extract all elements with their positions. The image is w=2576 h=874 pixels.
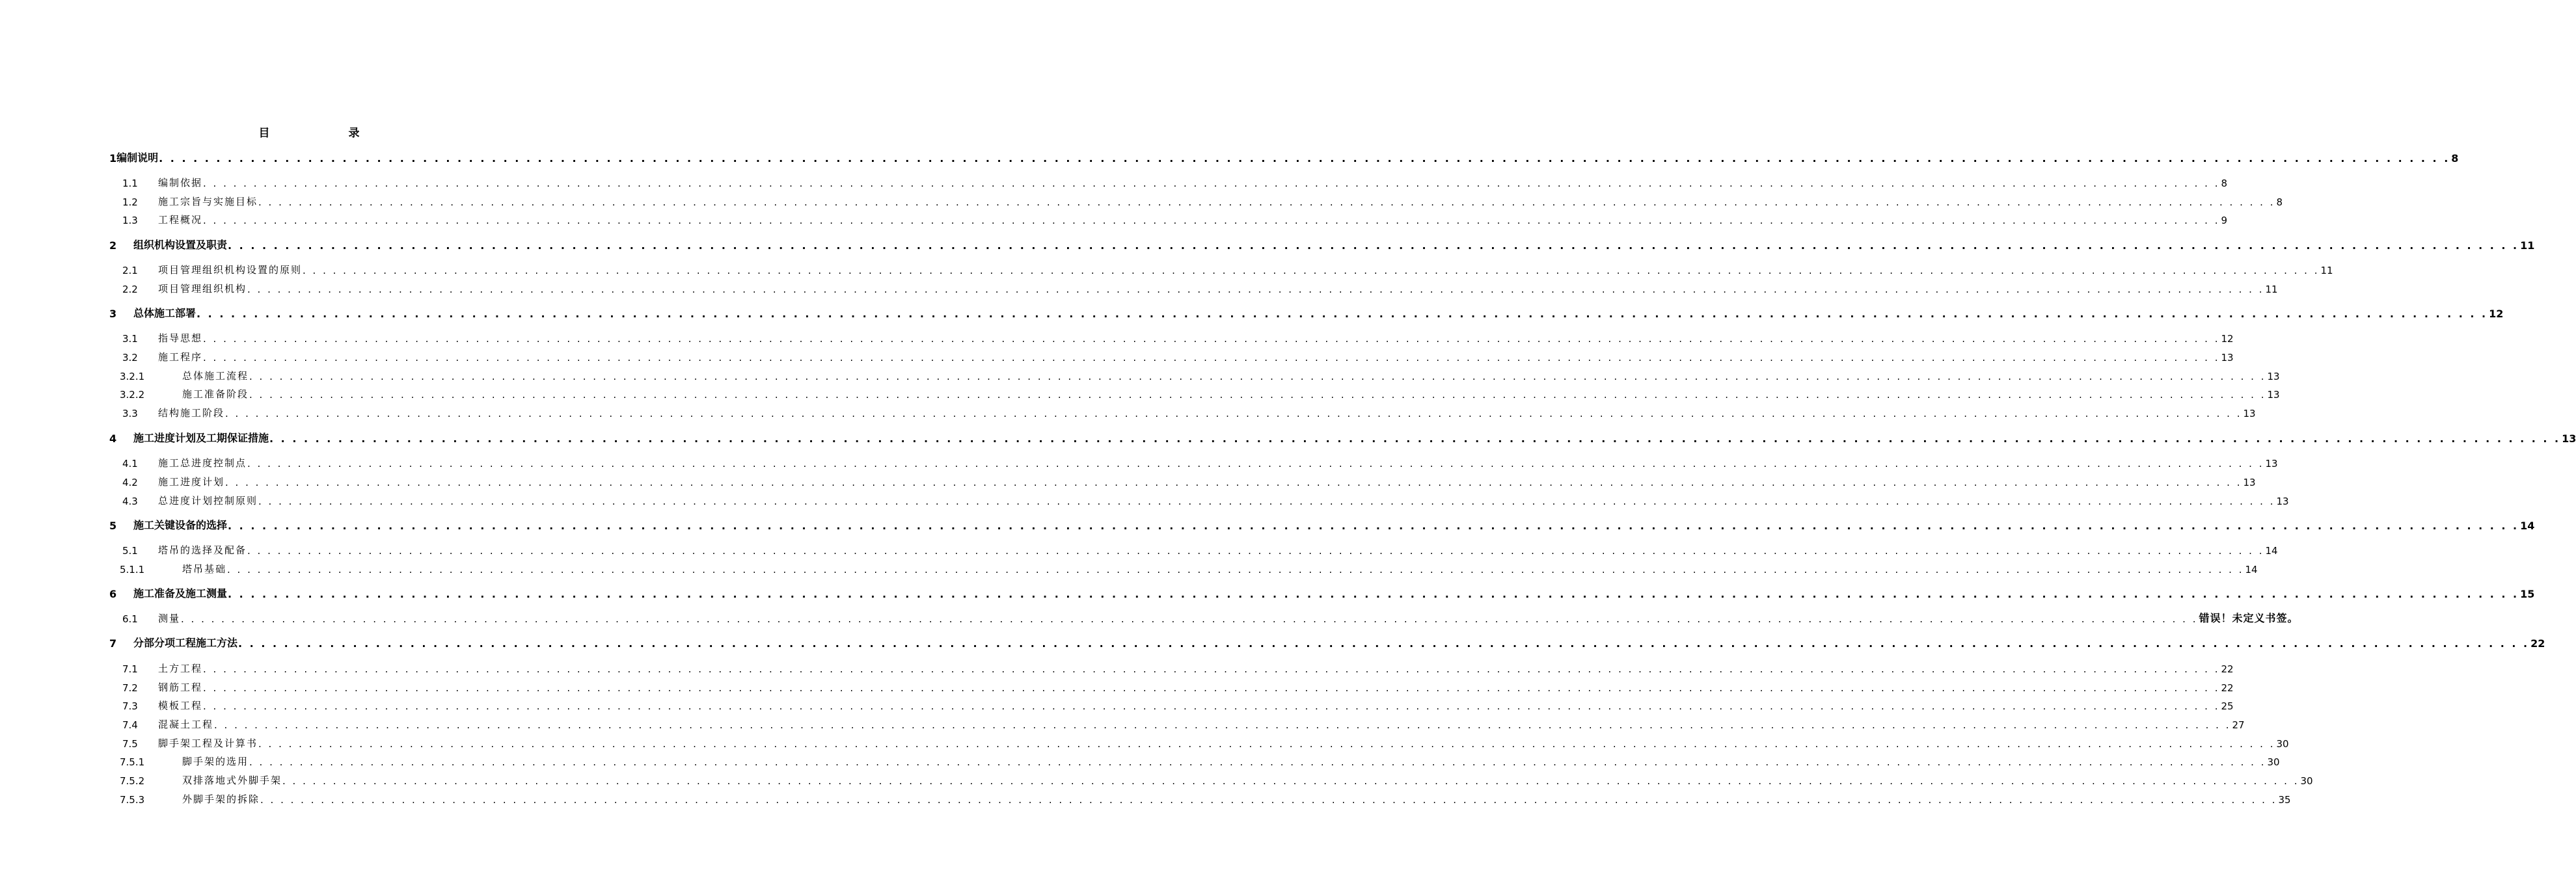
toc-entry-page: 13 bbox=[2276, 496, 2289, 507]
toc-entry-page: 22 bbox=[2221, 682, 2234, 694]
dot-leader: . . . . . . . . . . . . . . . . . . . . . . . . . . . . . . . . . . . . . . . . . . . . . . . . . . . . . . . . . . . . . . . . . . . . . . . . . . . . . . . . . . . . . . . . . . . . . . . . . . . . . . . . . . . . . . . . . . . . . . . . . . . . . . . . . . . . . . . . . . . . . . . . . . . . . . . . . . . . . . . . . . . . . . . . . . . . . . . . . . . . . . . . . . . . . . . . . . . . . . . . bbox=[258, 196, 2275, 208]
toc-entry-page: 30 bbox=[2267, 756, 2280, 768]
toc-entry-title: 塔吊的选择及配备 bbox=[158, 544, 247, 556]
toc-entry-page: 13 bbox=[2221, 352, 2234, 364]
toc-entry-title: 编制说明 bbox=[116, 152, 159, 164]
dot-leader: . . . . . . . . . . . . . . . . . . . . . . . . . . . . . . . . . . . . . . . . . . . . . . . . . . . . . . . . . . . . . . . . . . . . . . . . . . . . . . . . . . . . . . . . . . . . . . . . . . . . . . . . . . . . . . . . . . . . . . . . . . . . . . . . . . . . . . . . . . . . . . . . . . . . . . . . . . . . . . . . . . . . . . . . . . . . . . . . . . . . . . . . . . . . . . . . . . . . . . . . bbox=[227, 564, 2244, 576]
toc-entry-title: 脚手架的选用 bbox=[182, 756, 249, 767]
dot-leader: . . . . . . . . . . . . . . . . . . . . . . . . . . . . . . . . . . . . . . . . . . . . . . . . . . . . . . . . . . . . . . . . . . . . . . . . . . . . . . . . . . . . . . . . . . . . . . . . . . . . . . . . . . . . . . . . . . . . . . . . . . . . . . . . . . . . . . . . . . . . . . . . . . . . . . . . . . . . . . . . . . . . . . . . . . . . . . . . . . . . . . . . . . . . . . . . . . . . . . . . bbox=[203, 700, 2220, 712]
toc-entry-number: 7.3 bbox=[122, 700, 138, 712]
toc-entry-page: 30 bbox=[2300, 775, 2313, 787]
toc-entry[interactable] bbox=[109, 473, 2256, 488]
toc-entry-title: 施工程序 bbox=[158, 351, 203, 363]
toc-entry[interactable] bbox=[109, 696, 2234, 712]
toc-entry-title: 施工进度计划及工期保证措施 bbox=[133, 432, 269, 444]
dot-leader: . . . . . . . . . . . . . . . . . . . . . . . . . . . . . . . . . . . . . . . . . . . . . . . . . . . . . . . . . . . . . . . . . . . . . . . . . . . . . . . . . . . . . . . . . . . . . . . . . . . . . . . . . . . . . . . . . . . . . . . . . . . . . . . . . . . . . . . . . . . . . . . . . . . . . . . . . . . . . . . . . . . . . . . . . . . . . . . . . . . . . . . . . . . . . . . . . . . . . . . . bbox=[228, 520, 2519, 532]
dot-leader: . . . . . . . . . . . . . . . . . . . . . . . . . . . . . . . . . . . . . . . . . . . . . . . . . . . . . . . . . . . . . . . . . . . . . . . . . . . . . . . . . . . . . . . . . . . . . . . . . . . . . . . . . . . . . . . . . . . . . . . . . . . . . . . . . . . . . . . . . . . . . . . . . . . . . . . . . . . . . . . . . . . . . . . . . . . . . . . . . . . . . . . . . . . . . . . . . . . . . . . . bbox=[203, 682, 2220, 694]
toc-entry-page: 30 bbox=[2276, 738, 2289, 750]
dot-leader: . . . . . . . . . . . . . . . . . . . . . . . . . . . . . . . . . . . . . . . . . . . . . . . . . . . . . . . . . . . . . . . . . . . . . . . . . . . . . . . . . . . . . . . . . . . . . . . . . . . . . . . . . . . . . . . . . . . . . . . . . . . . . . . . . . . . . . . . . . . . . . . . . . . . . . . . . . . . . . . . . . . . . . . . . . . . . . . . . . . . . . . . . . . . . . . . . . . . . . . . bbox=[181, 613, 2198, 625]
toc-entry-number: 2.2 bbox=[122, 284, 138, 295]
toc-entry-number: 3.2.1 bbox=[120, 371, 145, 382]
toc-entry-title: 编制依据 bbox=[158, 177, 203, 189]
toc-entry-number: 5.1 bbox=[122, 545, 138, 557]
toc-entry-page: 9 bbox=[2221, 215, 2228, 226]
toc-entry[interactable] bbox=[109, 429, 2576, 445]
toc-entry-number: 7.1 bbox=[122, 663, 138, 675]
toc-entry-title: 施工总进度控制点 bbox=[158, 457, 247, 469]
toc-entry[interactable] bbox=[109, 734, 2289, 750]
toc-entry-title: 塔吊基础 bbox=[182, 563, 227, 575]
toc-entry[interactable] bbox=[109, 678, 2234, 694]
dot-leader: . . . . . . . . . . . . . . . . . . . . . . . . . . . . . . . . . . . . . . . . . . . . . . . . . . . . . . . . . . . . . . . . . . . . . . . . . . . . . . . . . . . . . . . . . . . . . . . . . . . . . . . . . . . . . . . . . . . . . . . . . . . . . . . . . . . . . . . . . . . . . . . . . . . . . . . . . . . . . . . . . . . . . . . . . . . . . . . . . . . . . . . . . . . . . . . . . . . . . . . . bbox=[249, 389, 2266, 401]
dot-leader: . . . . . . . . . . . . . . . . . . . . . . . . . . . . . . . . . . . . . . . . . . . . . . . . . . . . . . . . . . . . . . . . . . . . . . . . . . . . . . . . . . . . . . . . . . . . . . . . . . . . . . . . . . . . . . . . . . . . . . . . . . . . . . . . . . . . . . . . . . . . . . . . . . . . . . . . . . . . . . . . . . . . . . . . . . . . . . . . . . . . . . . . . . . . . . . . . . . . . . . . bbox=[203, 215, 2220, 226]
dot-leader: . . . . . . . . . . . . . . . . . . . . . . . . . . . . . . . . . . . . . . . . . . . . . . . . . . . . . . . . . . . . . . . . . . . . . . . . . . . . . . . . . . . . . . . . . . . . . . . . . . . . . . . . . . . . . . . . . . . . . . . . . . . . . . . . . . . . . . . . . . . . . . . . . . . . . . . . . . . . . . . . . . . . . . . . . . . . . . . . . . . . . . . . . . . . . . . . . . . . . . . . bbox=[203, 333, 2220, 345]
toc-entry-page: 27 bbox=[2232, 719, 2245, 731]
toc-entry-title: 项目管理组织机构 bbox=[158, 283, 247, 295]
toc-entry-title: 组织机构设置及职责 bbox=[133, 239, 228, 251]
toc-entry-title: 结构施工阶段 bbox=[158, 407, 225, 419]
toc-entry-page: 13 bbox=[2265, 458, 2278, 470]
toc-entry-page: 12 bbox=[2221, 333, 2234, 345]
toc-entry[interactable] bbox=[109, 174, 2228, 189]
toc-entry-number: 2.1 bbox=[122, 265, 138, 276]
toc-entry[interactable] bbox=[109, 771, 2313, 787]
toc-entry-title: 土方工程 bbox=[158, 663, 203, 674]
toc-entry[interactable] bbox=[109, 261, 2333, 276]
dot-leader: . . . . . . . . . . . . . . . . . . . . . . . . . . . . . . . . . . . . . . . . . . . . . . . . . . . . . . . . . . . . . . . . . . . . . . . . . . . . . . . . . . . . . . . . . . . . . . . . . . . . . . . . . . . . . . . . . . . . . . . . . . . . . . . . . . . . . . . . . . . . . . . . . . . . . . . . . . . . . . . . . . . . . . . . . . . . . . . . . . . . . . . . . . . . . . . . . . . . . . . . bbox=[247, 458, 2264, 470]
toc-entry-number: 3.2 bbox=[122, 352, 138, 364]
dot-leader: . . . . . . . . . . . . . . . . . . . . . . . . . . . . . . . . . . . . . . . . . . . . . . . . . . . . . . . . . . . . . . . . . . . . . . . . . . . . . . . . . . . . . . . . . . . . . . . . . . . . . . . . . . . . . . . . . . . . . . . . . . . . . . . . . . . . . . . . . . . . . . . . . . . . . . . . . . . . . . . . . . . . . . . . . . . . . . . . . . . . . . . . . . . . . . . . . . . . . . . . bbox=[249, 371, 2266, 382]
dot-leader: . . . . . . . . . . . . . . . . . . . . . . . . . . . . . . . . . . . . . . . . . . . . . . . . . . . . . . . . . . . . . . . . . . . . . . . . . . . . . . . . . . . . . . . . . . . . . . . . . . . . . . . . . . . . . . . . . . . . . . . . . . . . . . . . . . . . . . . . . . . . . . . . . . . . . . . . . . . . . . . . . . . . . . . . . . . . . . . . . . . . . . . . . . . . . . . . . . . . . . . . bbox=[228, 588, 2519, 600]
dot-leader: . . . . . . . . . . . . . . . . . . . . . . . . . . . . . . . . . . . . . . . . . . . . . . . . . . . . . . . . . . . . . . . . . . . . . . . . . . . . . . . . . . . . . . . . . . . . . . . . . . . . . . . . . . . . . . . . . . . . . . . . . . . . . . . . . . . . . . . . . . . . . . . . . . . . . . . . . . . . . . . . . . . . . . . . . . . . . . . . . . . . . . . . . . . . . . . . . . . . . . . . bbox=[260, 794, 2277, 806]
toc-entry[interactable] bbox=[109, 192, 2283, 208]
toc-entry-page: 13 bbox=[2243, 477, 2256, 488]
toc-entry-page: 11 bbox=[2520, 239, 2535, 252]
dot-leader: . . . . . . . . . . . . . . . . . . . . . . . . . . . . . . . . . . . . . . . . . . . . . . . . . . . . . . . . . . . . . . . . . . . . . . . . . . . . . . . . . . . . . . . . . . . . . . . . . . . . . . . . . . . . . . . . . . . . . . . . . . . . . . . . . . . . . . . . . . . . . . . . . . . . . . . . . . . . . . . . . . . . . . . . . . . . . . . . . . . . . . . . . . . . . . . . . . . . . . . . bbox=[247, 545, 2264, 557]
toc-entry[interactable] bbox=[109, 585, 2535, 600]
toc-entry-title: 钢筋工程 bbox=[158, 682, 203, 693]
dot-leader: . . . . . . . . . . . . . . . . . . . . . . . . . . . . . . . . . . . . . . . . . . . . . . . . . . . . . . . . . . . . . . . . . . . . . . . . . . . . . . . . . . . . . . . . . . . . . . . . . . . . . . . . . . . . . . . . . . . . . . . . . . . . . . . . . . . . . . . . . . . . . . . . . . . . . . . . . . . . . . . . . . . . . . . . . . . . . . . . . . . . . . . . . . . . . . . . . . . . . . . . bbox=[282, 775, 2299, 787]
toc-entry-title: 施工准备及施工测量 bbox=[133, 587, 228, 600]
toc-entry-number: 2 bbox=[109, 239, 117, 252]
toc-entry[interactable] bbox=[109, 560, 2258, 576]
toc-entry-title: 分部分项工程施工方法 bbox=[133, 637, 238, 649]
toc-entry-page: 14 bbox=[2265, 545, 2278, 557]
toc-entry-number: 3 bbox=[109, 308, 117, 320]
toc-entry[interactable] bbox=[109, 280, 2278, 295]
toc-entry[interactable] bbox=[109, 454, 2278, 470]
dot-leader: . . . . . . . . . . . . . . . . . . . . . . . . . . . . . . . . . . . . . . . . . . . . . . . . . . . . . . . . . . . . . . . . . . . . . . . . . . . . . . . . . . . . . . . . . . . . . . . . . . . . . . . . . . . . . . . . . . . . . . . . . . . . . . . . . . . . . . . . . . . . . . . . . . . . . . . . . . . . . . . . . . . . . . . . . . . . . . . . . . . . . . . . . . . . . . . . . . . . . . . . bbox=[303, 265, 2320, 276]
toc-entry[interactable] bbox=[109, 211, 2228, 226]
toc-entry-title: 施工准备阶段 bbox=[182, 388, 249, 400]
toc-entry-number: 4.3 bbox=[122, 496, 138, 507]
toc-entry-title: 项目管理组织机构设置的原则 bbox=[158, 264, 303, 276]
dot-leader: . . . . . . . . . . . . . . . . . . . . . . . . . . . . . . . . . . . . . . . . . . . . . . . . . . . . . . . . . . . . . . . . . . . . . . . . . . . . . . . . . . . . . . . . . . . . . . . . . . . . . . . . . . . . . . . . . . . . . . . . . . . . . . . . . . . . . . . . . . . . . . . . . . . . . . . . . . . . . . . . . . . . . . . . . . . . . . . . . . . . . . . . . . . . . . . . . . . . . . . . bbox=[249, 756, 2266, 768]
dot-leader: . . . . . . . . . . . . . . . . . . . . . . . . . . . . . . . . . . . . . . . . . . . . . . . . . . . . . . . . . . . . . . . . . . . . . . . . . . . . . . . . . . . . . . . . . . . . . . . . . . . . . . . . . . . . . . . . . . . . . . . . . . . . . . . . . . . . . . . . . . . . . . . . . . . . . . . . . . . . . . . . . . . . . . . . . . . . . . . . . . . . . . . . . . . . . . . . . . . . . . . . bbox=[258, 496, 2275, 507]
toc-entry-title: 外脚手架的拆除 bbox=[182, 793, 260, 805]
toc-entry[interactable] bbox=[109, 367, 2280, 382]
toc-entry-page: 8 bbox=[2451, 152, 2459, 165]
toc-entry-page: 12 bbox=[2489, 308, 2504, 320]
toc-entry-number: 3.1 bbox=[122, 333, 138, 345]
toc-entry[interactable] bbox=[109, 790, 2291, 806]
dot-leader: . . . . . . . . . . . . . . . . . . . . . . . . . . . . . . . . . . . . . . . . . . . . . . . . . . . . . . . . . . . . . . . . . . . . . . . . . . . . . . . . . . . . . . . . . . . . . . . . . . . . . . . . . . . . . . . . . . . . . . . . . . . . . . . . . . . . . . . . . . . . . . . . . . . . . . . . . . . . . . . . . . . . . . . . . . . . . . . . . . . . . . . . . . . . . . . . . . . . . . . . bbox=[228, 239, 2519, 252]
toc-entry-title: 总体施工部署 bbox=[133, 307, 197, 319]
dot-leader: . . . . . . . . . . . . . . . . . . . . . . . . . . . . . . . . . . . . . . . . . . . . . . . . . . . . . . . . . . . . . . . . . . . . . . . . . . . . . . . . . . . . . . . . . . . . . . . . . . . . . . . . . . . . . . . . . . . . . . . . . . . . . . . . . . . . . . . . . . . . . . . . . . . . . . . . . . . . . . . . . . . . . . . . . . . . . . . . . . . . . . . . . . . . . . . . . . . . . . . . bbox=[225, 408, 2242, 419]
toc-entry[interactable] bbox=[109, 385, 2280, 401]
toc-entry-number: 7.4 bbox=[122, 719, 138, 731]
dot-leader: . . . . . . . . . . . . . . . . . . . . . . . . . . . . . . . . . . . . . . . . . . . . . . . . . . . . . . . . . . . . . . . . . . . . . . . . . . . . . . . . . . . . . . . . . . . . . . . . . . . . . . . . . . . . . . . . . . . . . . . . . . . . . . . . . . . . . . . . . . . . . . . . . . . . . . . . . . . . . . . . . . . . . . . . . . . . . . . . . . . . . . . . . . . . . . . . . . . . . . . . bbox=[258, 738, 2275, 750]
toc-entry-page: 22 bbox=[2221, 663, 2234, 675]
toc-entry-title: 测量 bbox=[158, 613, 181, 624]
toc-entry-number: 7 bbox=[109, 637, 117, 650]
toc-entry-page: 11 bbox=[2265, 284, 2278, 295]
toc-entry-title: 工程概况 bbox=[158, 214, 203, 226]
toc-entry-number: 7.5.3 bbox=[120, 794, 145, 806]
toc-entry[interactable] bbox=[109, 329, 2234, 345]
toc-entry-number: 7.5 bbox=[122, 738, 138, 750]
toc-entry-page: 13 bbox=[2562, 432, 2576, 445]
toc-entry-page: 13 bbox=[2267, 389, 2280, 401]
toc-entry-page: 13 bbox=[2243, 408, 2256, 419]
toc-entry-title: 模板工程 bbox=[158, 700, 203, 711]
toc-entry-number: 7.5.2 bbox=[120, 775, 145, 787]
toc-entry[interactable] bbox=[109, 715, 2245, 731]
toc-entry[interactable] bbox=[109, 404, 2256, 419]
toc-entry-number: 7.2 bbox=[122, 682, 138, 694]
toc-entry-number: 7.5.1 bbox=[120, 756, 145, 768]
toc-entry-page: 8 bbox=[2221, 178, 2228, 189]
toc-entry-error: 错误！未定义书签。 bbox=[2199, 612, 2299, 624]
dot-leader: . . . . . . . . . . . . . . . . . . . . . . . . . . . . . . . . . . . . . . . . . . . . . . . . . . . . . . . . . . . . . . . . . . . . . . . . . . . . . . . . . . . . . . . . . . . . . . . . . . . . . . . . . . . . . . . . . . . . . . . . . . . . . . . . . . . . . . . . . . . . . . . . . . . . . . . . . . . . . . . . . . . . . . . . . . . . . . . . . . . . . . . . . . . . . . . . . . . . . . . . bbox=[159, 152, 2450, 165]
toc-entry-number: 1.3 bbox=[122, 215, 138, 226]
toc-entry[interactable] bbox=[109, 492, 2289, 507]
toc-entry[interactable] bbox=[109, 236, 2535, 252]
toc-entry[interactable] bbox=[109, 516, 2535, 532]
toc-entry-number: 3.3 bbox=[122, 408, 138, 419]
toc-entry-title: 施工进度计划 bbox=[158, 476, 225, 488]
dot-leader: . . . . . . . . . . . . . . . . . . . . . . . . . . . . . . . . . . . . . . . . . . . . . . . . . . . . . . . . . . . . . . . . . . . . . . . . . . . . . . . . . . . . . . . . . . . . . . . . . . . . . . . . . . . . . . . . . . . . . . . . . . . . . . . . . . . . . . . . . . . . . . . . . . . . . . . . . . . . . . . . . . . . . . . . . . . . . . . . . . . . . . . . . . . . . . . . . . . . . . . . bbox=[247, 284, 2264, 295]
toc-entry-page: 35 bbox=[2278, 794, 2291, 806]
toc-entry-number: 5 bbox=[109, 520, 117, 532]
toc-entry[interactable] bbox=[109, 634, 2545, 650]
toc-entry-number: 5.1.1 bbox=[120, 564, 145, 576]
toc-title: 目 录 bbox=[258, 127, 394, 140]
toc-entry[interactable] bbox=[109, 659, 2234, 675]
dot-leader: . . . . . . . . . . . . . . . . . . . . . . . . . . . . . . . . . . . . . . . . . . . . . . . . . . . . . . . . . . . . . . . . . . . . . . . . . . . . . . . . . . . . . . . . . . . . . . . . . . . . . . . . . . . . . . . . . . . . . . . . . . . . . . . . . . . . . . . . . . . . . . . . . . . . . . . . . . . . . . . . . . . . . . . . . . . . . . . . . . . . . . . . . . . . . . . . . . . . . . . . bbox=[197, 308, 2488, 320]
toc-entry-page: 11 bbox=[2320, 265, 2333, 276]
toc-entry-number: 1 bbox=[109, 152, 117, 165]
toc-entry-title: 总进度计划控制原则 bbox=[158, 495, 258, 507]
toc-entry-title: 指导思想 bbox=[158, 332, 203, 344]
toc-entry[interactable] bbox=[109, 609, 2299, 625]
toc-entry-title: 总体施工流程 bbox=[182, 370, 249, 382]
toc-entry-page: 14 bbox=[2245, 564, 2258, 576]
toc-entry-number: 4.2 bbox=[122, 477, 138, 488]
toc-entry[interactable] bbox=[109, 541, 2278, 557]
toc-entry-title: 混凝土工程 bbox=[158, 719, 214, 730]
toc-entry-page: 13 bbox=[2267, 371, 2280, 382]
toc-entry-page: 25 bbox=[2221, 700, 2234, 712]
toc-entry-page: 15 bbox=[2520, 588, 2535, 600]
dot-leader: . . . . . . . . . . . . . . . . . . . . . . . . . . . . . . . . . . . . . . . . . . . . . . . . . . . . . . . . . . . . . . . . . . . . . . . . . . . . . . . . . . . . . . . . . . . . . . . . . . . . . . . . . . . . . . . . . . . . . . . . . . . . . . . . . . . . . . . . . . . . . . . . . . . . . . . . . . . . . . . . . . . . . . . . . . . . . . . . . . . . . . . . . . . . . . . . . . . . . . . . bbox=[203, 352, 2220, 364]
toc-entry[interactable] bbox=[109, 149, 2459, 165]
dot-leader: . . . . . . . . . . . . . . . . . . . . . . . . . . . . . . . . . . . . . . . . . . . . . . . . . . . . . . . . . . . . . . . . . . . . . . . . . . . . . . . . . . . . . . . . . . . . . . . . . . . . . . . . . . . . . . . . . . . . . . . . . . . . . . . . . . . . . . . . . . . . . . . . . . . . . . . . . . . . . . . . . . . . . . . . . . . . . . . . . . . . . . . . . . . . . . . . . . . . . . . . bbox=[203, 663, 2220, 675]
toc-entry-title: 施工宗旨与实施目标 bbox=[158, 196, 258, 207]
toc-entry-page: 14 bbox=[2520, 520, 2535, 532]
toc-entry-number: 3.2.2 bbox=[120, 389, 145, 401]
toc-entry-number: 1.2 bbox=[122, 196, 138, 208]
toc-entry[interactable] bbox=[109, 348, 2234, 364]
toc-entry-title: 双排落地式外脚手架 bbox=[182, 775, 282, 786]
toc-entry-number: 6 bbox=[109, 588, 117, 600]
toc-entry-title: 脚手架工程及计算书 bbox=[158, 737, 258, 749]
dot-leader: . . . . . . . . . . . . . . . . . . . . . . . . . . . . . . . . . . . . . . . . . . . . . . . . . . . . . . . . . . . . . . . . . . . . . . . . . . . . . . . . . . . . . . . . . . . . . . . . . . . . . . . . . . . . . . . . . . . . . . . . . . . . . . . . . . . . . . . . . . . . . . . . . . . . . . . . . . . . . . . . . . . . . . . . . . . . . . . . . . . . . . . . . . . . . . . . . . . . . . . . bbox=[214, 719, 2231, 731]
toc-entry-page: 8 bbox=[2276, 196, 2283, 208]
toc-entry-page: 22 bbox=[2530, 637, 2545, 650]
toc-entry-number: 4 bbox=[109, 432, 117, 445]
dot-leader: . . . . . . . . . . . . . . . . . . . . . . . . . . . . . . . . . . . . . . . . . . . . . . . . . . . . . . . . . . . . . . . . . . . . . . . . . . . . . . . . . . . . . . . . . . . . . . . . . . . . . . . . . . . . . . . . . . . . . . . . . . . . . . . . . . . . . . . . . . . . . . . . . . . . . . . . . . . . . . . . . . . . . . . . . . . . . . . . . . . . . . . . . . . . . . . . . . . . . . . . bbox=[238, 637, 2530, 650]
toc-entry[interactable] bbox=[109, 304, 2504, 320]
toc-entry-number: 1.1 bbox=[122, 178, 138, 189]
toc-entry-number: 6.1 bbox=[122, 613, 138, 625]
toc-entry-number: 4.1 bbox=[122, 458, 138, 470]
dot-leader: . . . . . . . . . . . . . . . . . . . . . . . . . . . . . . . . . . . . . . . . . . . . . . . . . . . . . . . . . . . . . . . . . . . . . . . . . . . . . . . . . . . . . . . . . . . . . . . . . . . . . . . . . . . . . . . . . . . . . . . . . . . . . . . . . . . . . . . . . . . . . . . . . . . . . . . . . . . . . . . . . . . . . . . . . . . . . . . . . . . . . . . . . . . . . . . . . . . . . . . . bbox=[203, 178, 2220, 189]
dot-leader: . . . . . . . . . . . . . . . . . . . . . . . . . . . . . . . . . . . . . . . . . . . . . . . . . . . . . . . . . . . . . . . . . . . . . . . . . . . . . . . . . . . . . . . . . . . . . . . . . . . . . . . . . . . . . . . . . . . . . . . . . . . . . . . . . . . . . . . . . . . . . . . . . . . . . . . . . . . . . . . . . . . . . . . . . . . . . . . . . . . . . . . . . . . . . . . . . . . . . . . . bbox=[269, 432, 2561, 445]
dot-leader: . . . . . . . . . . . . . . . . . . . . . . . . . . . . . . . . . . . . . . . . . . . . . . . . . . . . . . . . . . . . . . . . . . . . . . . . . . . . . . . . . . . . . . . . . . . . . . . . . . . . . . . . . . . . . . . . . . . . . . . . . . . . . . . . . . . . . . . . . . . . . . . . . . . . . . . . . . . . . . . . . . . . . . . . . . . . . . . . . . . . . . . . . . . . . . . . . . . . . . . . bbox=[225, 477, 2242, 488]
toc-entry-title: 施工关键设备的选择 bbox=[133, 519, 228, 531]
toc-entry[interactable] bbox=[109, 752, 2280, 768]
